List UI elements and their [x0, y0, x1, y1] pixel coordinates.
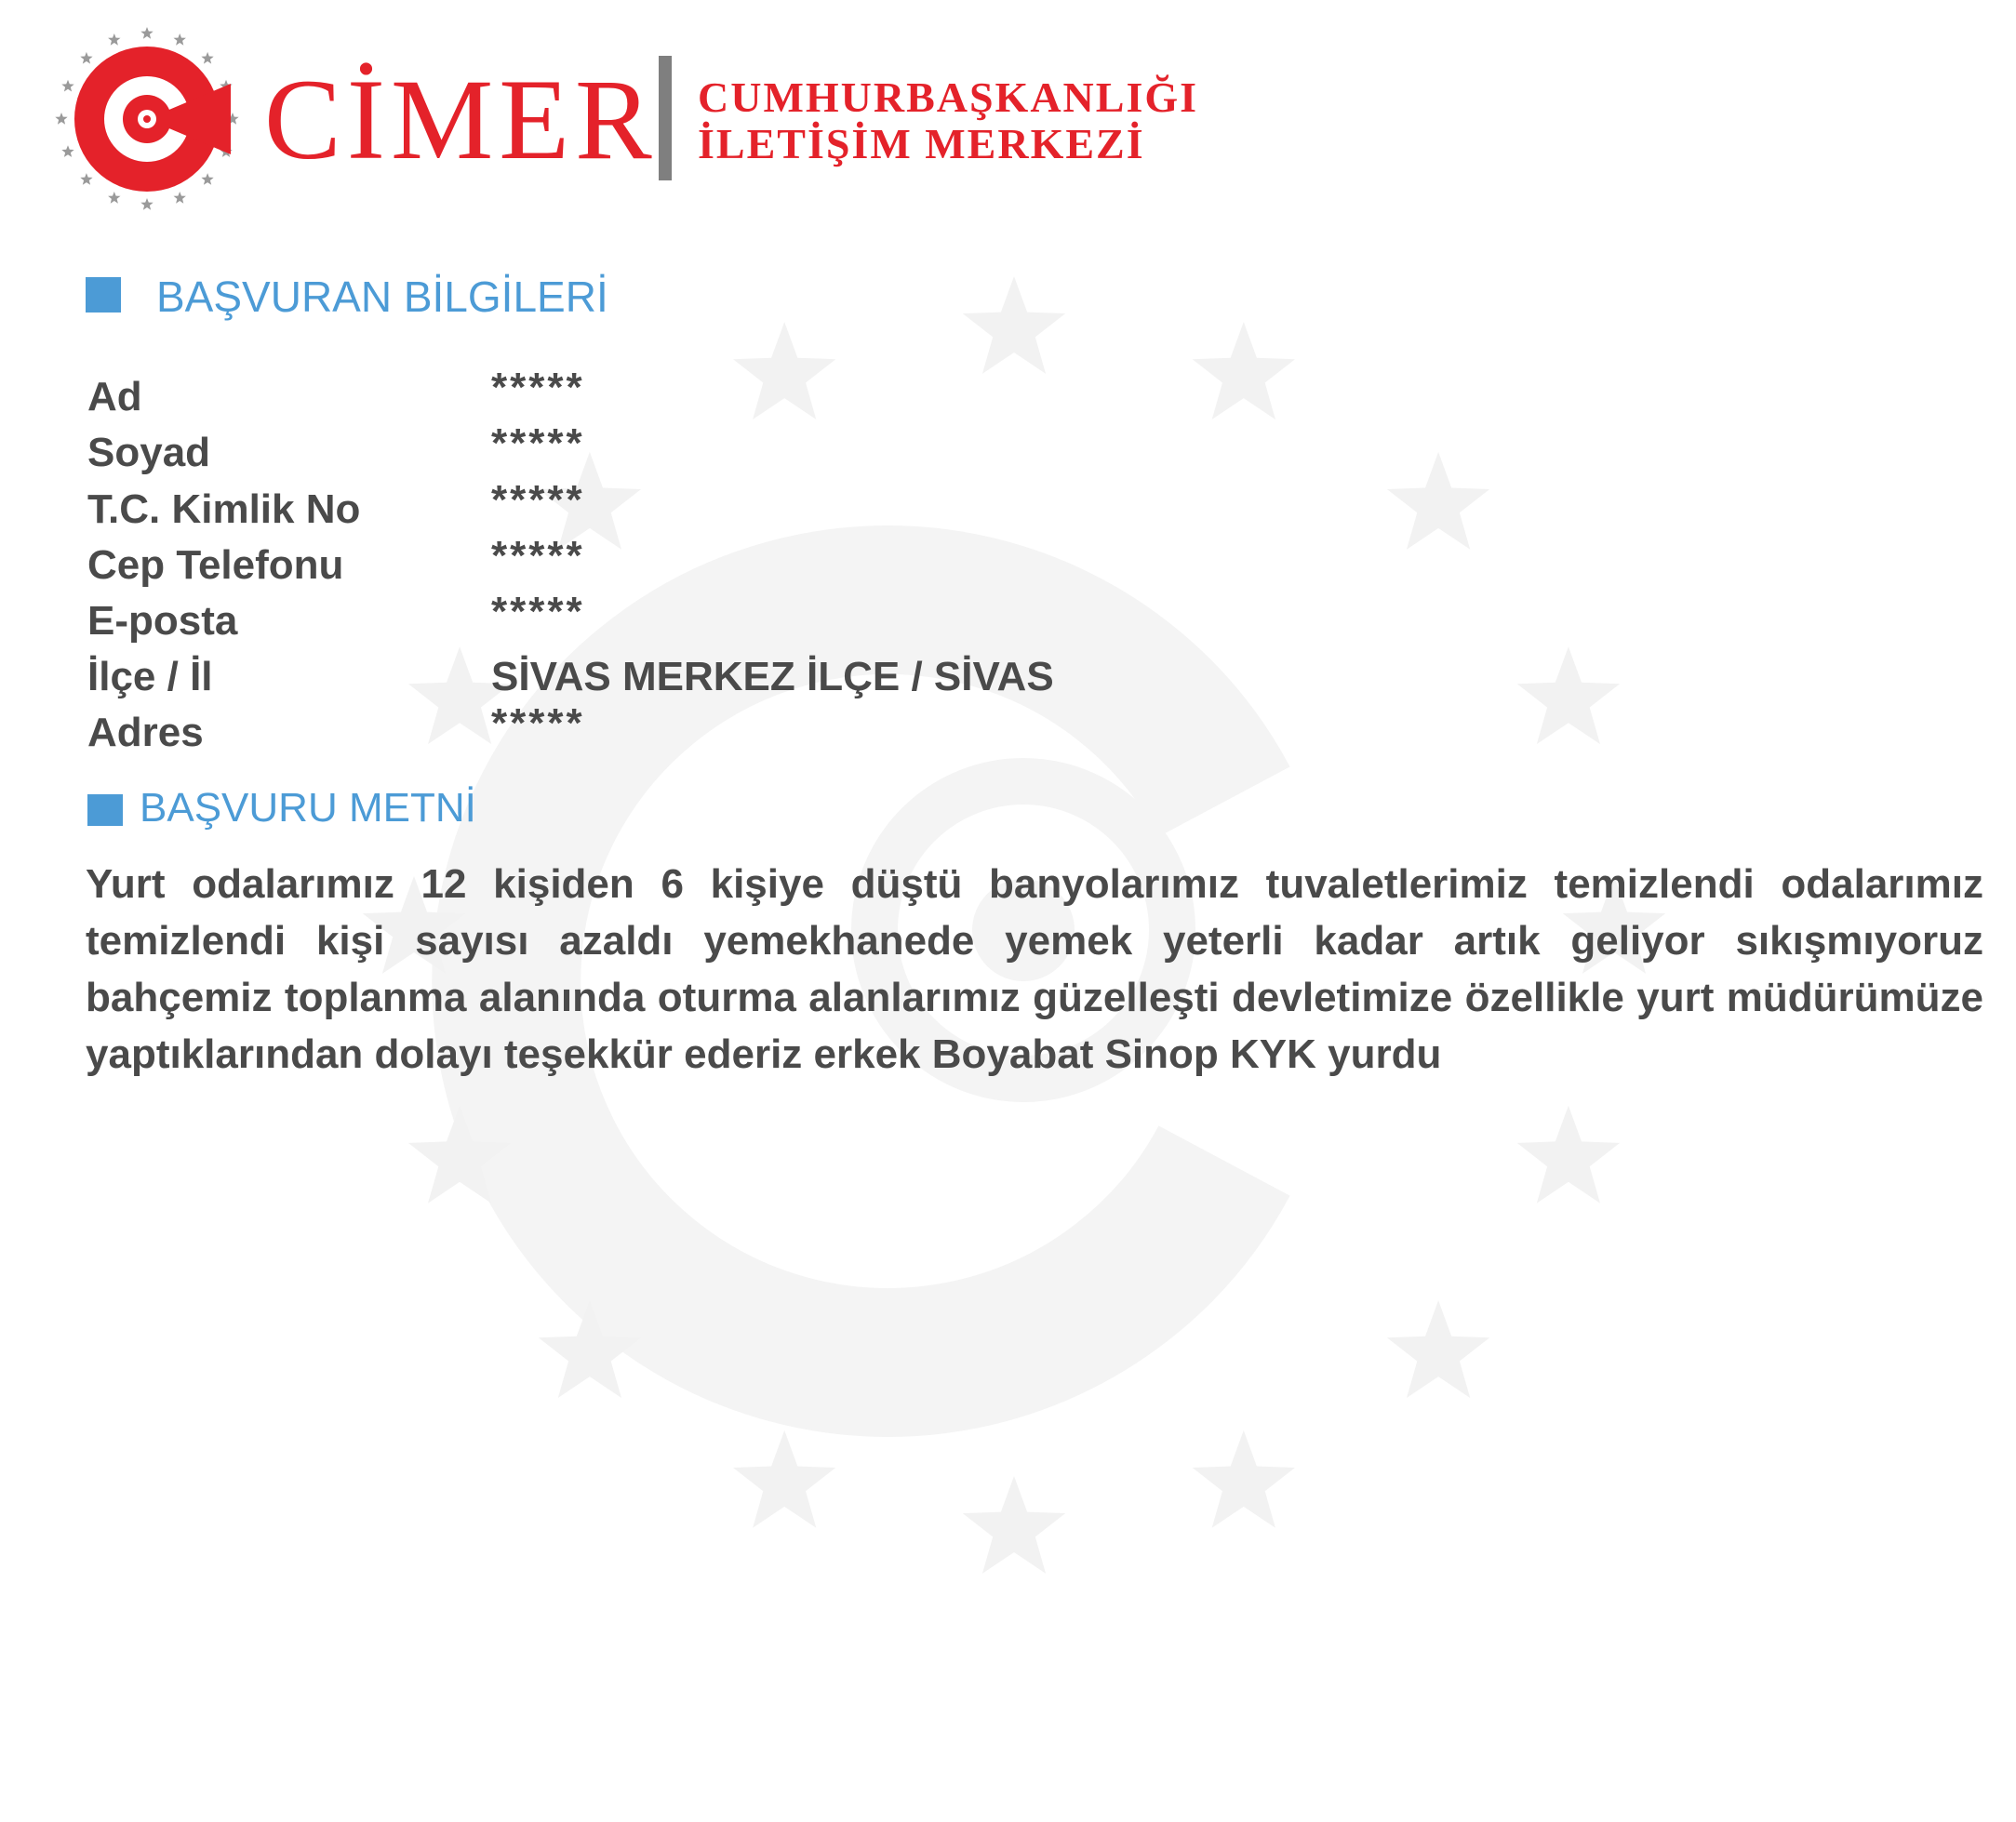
info-label: Cep Telefonu	[87, 542, 344, 588]
info-label: T.C. Kimlik No	[87, 486, 361, 532]
info-value: *****	[491, 477, 585, 523]
info-label: Adres	[87, 710, 204, 755]
info-value: *****	[491, 420, 585, 466]
info-label: Ad	[87, 374, 142, 419]
info-value: *****	[491, 533, 585, 579]
application-section-title: BAŞVURU METNİ	[140, 785, 476, 831]
info-value: SİVAS MERKEZ İLÇE / SİVAS	[491, 654, 1054, 699]
info-label: E-posta	[87, 598, 238, 644]
section-marker-icon	[87, 794, 123, 826]
info-value: *****	[491, 365, 585, 410]
info-label: Soyad	[87, 430, 211, 475]
brand-name: CİMER	[264, 56, 658, 183]
info-value: *****	[491, 700, 585, 746]
applicant-section-title: BAŞVURAN BİLGİLERİ	[156, 273, 608, 321]
application-text: Yurt odalarımız 12 kişiden 6 kişiye düştü banyolarımız tuvaletlerimiz temizlendi odalarımız temizlendi kişi sayısı azaldı yemekhanede yemek yeterli kadar artık geliyor sıkışmıyoruz bahçemiz toplanma alanında oturma alanlarımız güzelleşti devletimize özellikle yurt müdürümüze yaptıklarından dolayı teşekkür ederiz erkek Boyabat Sinop KYK yurdu	[86, 861, 1983, 1077]
info-label: İlçe / İl	[87, 654, 213, 699]
brand-subtitle-line-2: İLETİŞİM MERKEZİ	[698, 120, 1145, 167]
info-value: *****	[491, 589, 585, 634]
brand-subtitle-line-1: CUMHURBAŞKANLIĞI	[698, 73, 1199, 121]
